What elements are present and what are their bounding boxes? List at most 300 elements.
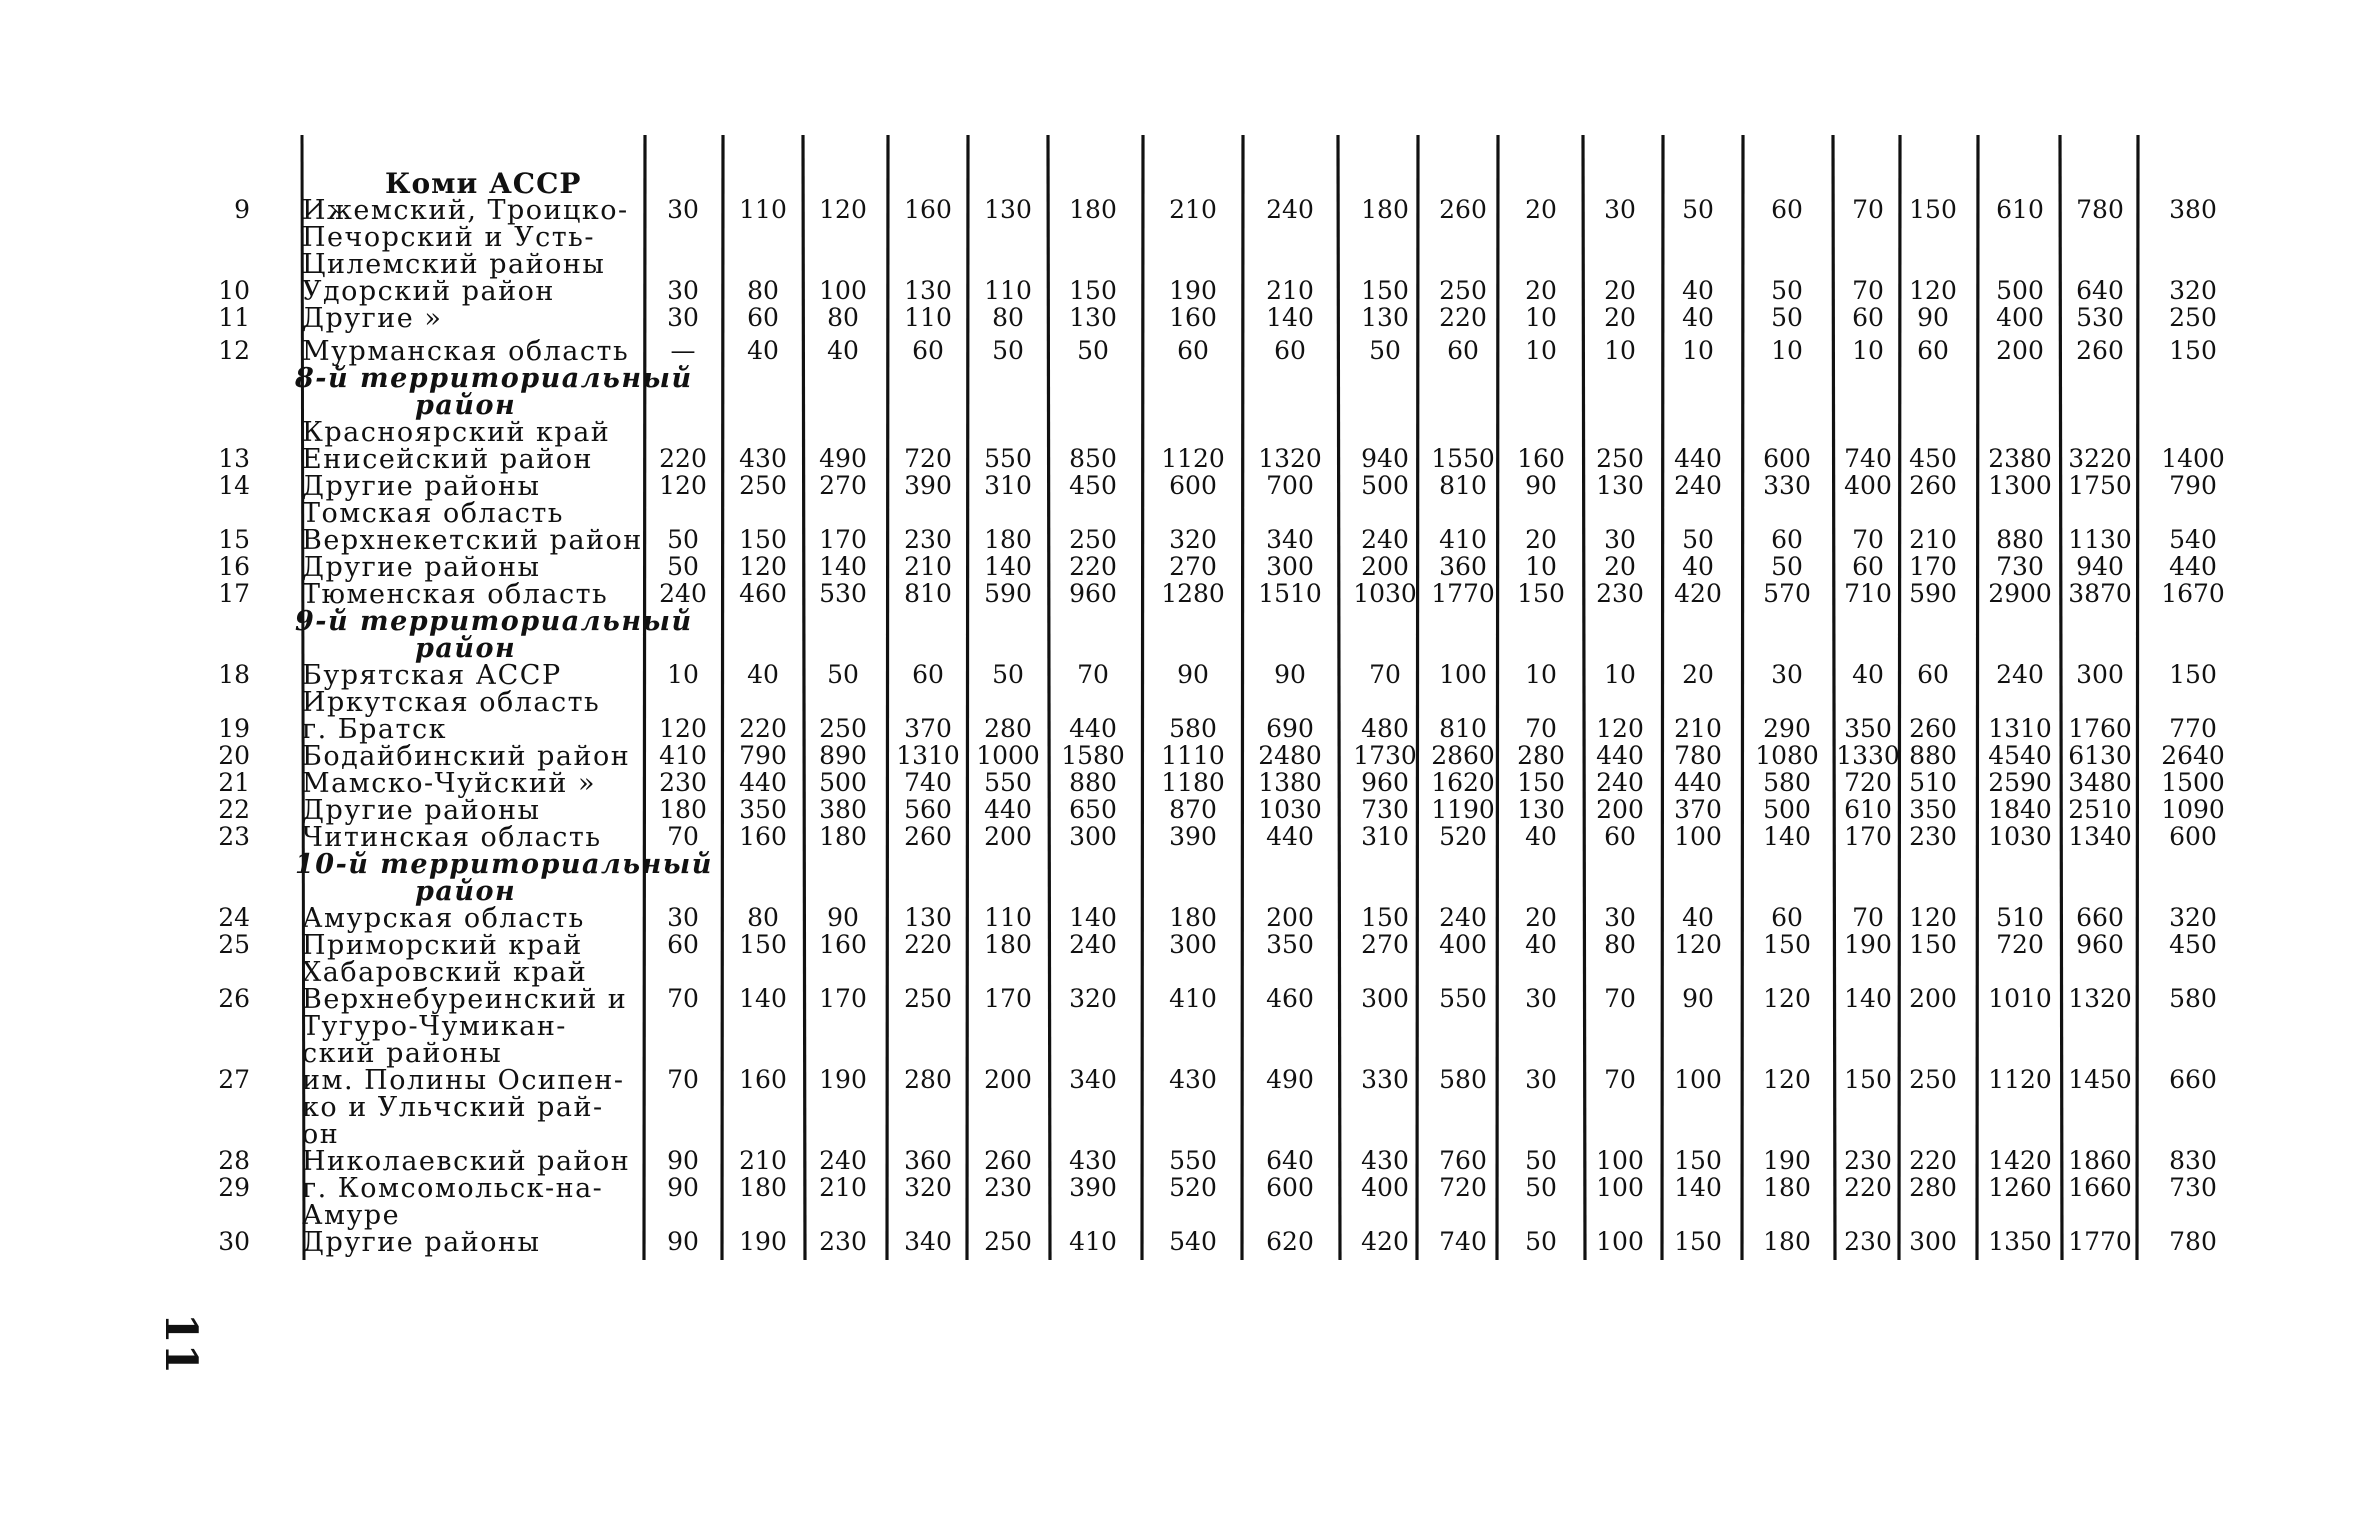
row-label: ский районы bbox=[302, 1038, 503, 1069]
table-cell: 240 bbox=[1069, 930, 1117, 959]
row-label: ко и Ульчский рай- bbox=[302, 1092, 604, 1123]
table-cell: 420 bbox=[1361, 1227, 1409, 1256]
table-cell: 620 bbox=[1266, 1227, 1314, 1256]
table-cell: 550 bbox=[1169, 1146, 1217, 1175]
table-cell: 60 bbox=[667, 930, 699, 959]
table-cell: 380 bbox=[2169, 195, 2217, 224]
table-cell: 1030 bbox=[1988, 822, 2052, 851]
table-cell: 270 bbox=[1169, 552, 1217, 581]
table-cell: 80 bbox=[747, 276, 779, 305]
table-cell: 410 bbox=[659, 741, 707, 770]
table-cell: 110 bbox=[984, 276, 1032, 305]
table-cell: 90 bbox=[1274, 660, 1306, 689]
table-cell: 90 bbox=[827, 903, 859, 932]
row-label: Другие районы bbox=[302, 795, 541, 826]
table-cell: 870 bbox=[1169, 795, 1217, 824]
column-rule bbox=[1142, 135, 1143, 1260]
table-cell: 390 bbox=[1169, 822, 1217, 851]
table-cell: 710 bbox=[1844, 579, 1892, 608]
table-cell: 280 bbox=[1909, 1173, 1957, 1202]
table-cell: 410 bbox=[1169, 984, 1217, 1013]
table-cell: 120 bbox=[1909, 276, 1957, 305]
table-cell: 240 bbox=[819, 1146, 867, 1175]
table-cell: 120 bbox=[1763, 984, 1811, 1013]
table-cell: 120 bbox=[659, 714, 707, 743]
table-cell: 590 bbox=[1909, 579, 1957, 608]
table-cell: 350 bbox=[1909, 795, 1957, 824]
table-cell: 50 bbox=[1682, 525, 1714, 554]
row-number: 30 bbox=[218, 1227, 250, 1256]
table-cell: 10 bbox=[1771, 336, 1803, 365]
table-cell: 1500 bbox=[2161, 768, 2225, 797]
table-cell: 1750 bbox=[2068, 471, 2132, 500]
table-cell: 1130 bbox=[2068, 525, 2132, 554]
table-cell: 10 bbox=[1525, 552, 1557, 581]
row-label: Мамско-Чуйский » bbox=[302, 768, 596, 799]
table-cell: 1840 bbox=[1988, 795, 2052, 824]
table-cell: 3220 bbox=[2068, 444, 2132, 473]
table-cell: 440 bbox=[1596, 741, 1644, 770]
table-cell: 280 bbox=[904, 1065, 952, 1094]
table-cell: 70 bbox=[1852, 903, 1884, 932]
table-cell: 110 bbox=[984, 903, 1032, 932]
table-cell: 160 bbox=[819, 930, 867, 959]
row-number: 25 bbox=[218, 930, 250, 959]
table-cell: 220 bbox=[1069, 552, 1117, 581]
table-cell: 580 bbox=[1763, 768, 1811, 797]
row-number: 12 bbox=[218, 336, 250, 365]
table-cell: 230 bbox=[1844, 1227, 1892, 1256]
table-cell: 180 bbox=[984, 930, 1032, 959]
row-label: Хабаровский край bbox=[302, 957, 588, 988]
table-cell: 180 bbox=[819, 822, 867, 851]
table-cell: 740 bbox=[1439, 1227, 1487, 1256]
table-cell: 140 bbox=[1844, 984, 1892, 1013]
table-cell: 640 bbox=[1266, 1146, 1314, 1175]
table-cell: 120 bbox=[1674, 930, 1722, 959]
section-heading: район bbox=[415, 633, 517, 664]
table-cell: 600 bbox=[1169, 471, 1217, 500]
table-cell: 260 bbox=[1439, 195, 1487, 224]
table-cell: 160 bbox=[1169, 303, 1217, 332]
table-cell: 140 bbox=[819, 552, 867, 581]
table-cell: 300 bbox=[1069, 822, 1117, 851]
table-cell: 1300 bbox=[1988, 471, 2052, 500]
table-cell: 40 bbox=[827, 336, 859, 365]
table-cell: 690 bbox=[1266, 714, 1314, 743]
table-cell: 300 bbox=[1266, 552, 1314, 581]
table-cell: 880 bbox=[1069, 768, 1117, 797]
table-cell: 780 bbox=[1674, 741, 1722, 770]
table-cell: 530 bbox=[2076, 303, 2124, 332]
row-label: Верхнекетский район bbox=[302, 525, 643, 556]
table-cell: 250 bbox=[904, 984, 952, 1013]
row-label: Другие районы bbox=[302, 552, 541, 583]
table-cell: 30 bbox=[1525, 1065, 1557, 1094]
table-cell: 500 bbox=[1361, 471, 1409, 500]
row-number: 21 bbox=[218, 768, 250, 797]
table-cell: 30 bbox=[1525, 984, 1557, 1013]
table-cell: 150 bbox=[1361, 903, 1409, 932]
table-cell: 1030 bbox=[1258, 795, 1322, 824]
table-cell: 830 bbox=[2169, 1146, 2217, 1175]
row-label: Ижемский, Троицко- bbox=[302, 195, 629, 226]
table-cell: 140 bbox=[1069, 903, 1117, 932]
table-cell: 1350 bbox=[1988, 1227, 2052, 1256]
table-cell: 130 bbox=[904, 276, 952, 305]
table-cell: 200 bbox=[1596, 795, 1644, 824]
table-cell: 1420 bbox=[1988, 1146, 2052, 1175]
table-cell: 300 bbox=[2076, 660, 2124, 689]
table-cell: 550 bbox=[984, 768, 1032, 797]
table-cell: 250 bbox=[1909, 1065, 1957, 1094]
table-cell: 230 bbox=[659, 768, 707, 797]
row-label: Удорский район bbox=[302, 276, 555, 307]
row-number: 27 bbox=[218, 1065, 250, 1094]
table-cell: 960 bbox=[2076, 930, 2124, 959]
table-cell: 320 bbox=[2169, 903, 2217, 932]
table-cell: 50 bbox=[1771, 552, 1803, 581]
table-cell: 740 bbox=[904, 768, 952, 797]
table-cell: 150 bbox=[1763, 930, 1811, 959]
table-cell: 10 bbox=[1525, 660, 1557, 689]
table-cell: 200 bbox=[1266, 903, 1314, 932]
table-cell: 220 bbox=[1844, 1173, 1892, 1202]
table-cell: 50 bbox=[1077, 336, 1109, 365]
row-number: 22 bbox=[218, 795, 250, 824]
table-cell: 340 bbox=[1069, 1065, 1117, 1094]
table-cell: 160 bbox=[904, 195, 952, 224]
table-cell: 120 bbox=[1909, 903, 1957, 932]
row-label: г. Братск bbox=[302, 714, 447, 745]
table-cell: 180 bbox=[1069, 195, 1117, 224]
row-label: Другие районы bbox=[302, 471, 541, 502]
table-cell: 340 bbox=[1266, 525, 1314, 554]
table-cell: 80 bbox=[992, 303, 1024, 332]
table-cell: 350 bbox=[739, 795, 787, 824]
table-cell: 170 bbox=[1909, 552, 1957, 581]
table-cell: 210 bbox=[1909, 525, 1957, 554]
table-cell: 270 bbox=[819, 471, 867, 500]
table-cell: 940 bbox=[1361, 444, 1409, 473]
table-cell: 120 bbox=[819, 195, 867, 224]
row-label: Амуре bbox=[302, 1200, 401, 1231]
row-label: Тюменская область bbox=[302, 579, 609, 610]
table-cell: 460 bbox=[1266, 984, 1314, 1013]
table-cell: 490 bbox=[1266, 1065, 1314, 1094]
table-cell: 90 bbox=[1525, 471, 1557, 500]
table-cell: 240 bbox=[1996, 660, 2044, 689]
row-number: 17 bbox=[218, 579, 250, 608]
table-cell: 280 bbox=[984, 714, 1032, 743]
table-cell: 760 bbox=[1439, 1146, 1487, 1175]
table-cell: 60 bbox=[1852, 552, 1884, 581]
table-cell: 150 bbox=[1517, 579, 1565, 608]
table-cell: 810 bbox=[1439, 471, 1487, 500]
table-cell: 20 bbox=[1525, 903, 1557, 932]
row-label: Бурятская АССР bbox=[302, 660, 562, 691]
table-cell: 510 bbox=[1996, 903, 2044, 932]
column-rule bbox=[1338, 135, 1340, 1260]
table-cell: 330 bbox=[1763, 471, 1811, 500]
table-cell: 880 bbox=[1996, 525, 2044, 554]
table-cell: 490 bbox=[819, 444, 867, 473]
row-label: им. Полины Осипен- bbox=[302, 1065, 625, 1096]
table-cell: 940 bbox=[2076, 552, 2124, 581]
row-number: 15 bbox=[218, 525, 250, 554]
row-label: Николаевский район bbox=[302, 1146, 631, 1177]
table-cell: 150 bbox=[1069, 276, 1117, 305]
table-cell: 180 bbox=[984, 525, 1032, 554]
row-number: 18 bbox=[218, 660, 250, 689]
table-cell: 170 bbox=[984, 984, 1032, 1013]
table-cell: 210 bbox=[1169, 195, 1217, 224]
table-cell: 260 bbox=[2076, 336, 2124, 365]
table-cell: 180 bbox=[659, 795, 707, 824]
table-cell: 170 bbox=[1844, 822, 1892, 851]
row-number: 28 bbox=[218, 1146, 250, 1175]
table-cell: 1120 bbox=[1988, 1065, 2052, 1094]
table-cell: 170 bbox=[819, 525, 867, 554]
row-number: 9 bbox=[234, 195, 250, 224]
section-heading: 10-й территориальный bbox=[295, 849, 713, 880]
table-cell: 1090 bbox=[2161, 795, 2225, 824]
table-cell: 60 bbox=[1771, 903, 1803, 932]
table-cell: 360 bbox=[904, 1146, 952, 1175]
table-cell: 100 bbox=[1439, 660, 1487, 689]
table-cell: 120 bbox=[1596, 714, 1644, 743]
table-cell: 170 bbox=[819, 984, 867, 1013]
table-cell: 560 bbox=[904, 795, 952, 824]
row-label: Енисейский район bbox=[302, 444, 593, 475]
table-cell: 810 bbox=[904, 579, 952, 608]
table-cell: 30 bbox=[667, 276, 699, 305]
table-cell: 150 bbox=[1909, 195, 1957, 224]
table-cell: 770 bbox=[2169, 714, 2217, 743]
table-cell: 2380 bbox=[1988, 444, 2052, 473]
table-cell: 80 bbox=[1604, 930, 1636, 959]
table-cell: 400 bbox=[1996, 303, 2044, 332]
table-cell: 60 bbox=[912, 660, 944, 689]
table-cell: 540 bbox=[2169, 525, 2217, 554]
table-cell: 1770 bbox=[1431, 579, 1495, 608]
table-cell: 440 bbox=[2169, 552, 2217, 581]
table-cell: 230 bbox=[904, 525, 952, 554]
table-cell: 40 bbox=[747, 336, 779, 365]
row-label: Приморский край bbox=[302, 930, 583, 961]
table-cell: 1310 bbox=[1988, 714, 2052, 743]
row-label: Красноярский край bbox=[302, 417, 611, 448]
table-cell: 360 bbox=[1439, 552, 1487, 581]
table-cell: 250 bbox=[984, 1227, 1032, 1256]
table-cell: 210 bbox=[904, 552, 952, 581]
table-cell: 500 bbox=[1763, 795, 1811, 824]
table-cell: 180 bbox=[1763, 1173, 1811, 1202]
table-cell: 2510 bbox=[2068, 795, 2132, 824]
row-label: г. Комсомольск-на- bbox=[302, 1173, 604, 1204]
table-cell: 1620 bbox=[1431, 768, 1495, 797]
table-cell: 190 bbox=[1169, 276, 1217, 305]
row-number: 11 bbox=[218, 303, 250, 332]
table-cell: 350 bbox=[1266, 930, 1314, 959]
table-cell: 420 bbox=[1674, 579, 1722, 608]
table-cell: 50 bbox=[667, 525, 699, 554]
table-cell: 150 bbox=[739, 525, 787, 554]
column-rule bbox=[1048, 135, 1050, 1260]
section-heading: 8-й территориальный bbox=[295, 363, 693, 394]
table-cell: 70 bbox=[1369, 660, 1401, 689]
table-cell: 570 bbox=[1763, 579, 1811, 608]
table-cell: 730 bbox=[2169, 1173, 2217, 1202]
table-cell: 1320 bbox=[1258, 444, 1322, 473]
table-cell: 70 bbox=[1852, 195, 1884, 224]
table-cell: 720 bbox=[904, 444, 952, 473]
table-cell: 320 bbox=[1069, 984, 1117, 1013]
table-cell: 350 bbox=[1844, 714, 1892, 743]
table-cell: 60 bbox=[1771, 525, 1803, 554]
table-cell: 780 bbox=[2169, 1227, 2217, 1256]
table-cell: 140 bbox=[984, 552, 1032, 581]
table-cell: 200 bbox=[1996, 336, 2044, 365]
table-cell: 700 bbox=[1266, 471, 1314, 500]
table-cell: 230 bbox=[1844, 1146, 1892, 1175]
table-cell: 130 bbox=[1596, 471, 1644, 500]
table-cell: 300 bbox=[1169, 930, 1217, 959]
table-cell: 480 bbox=[1361, 714, 1409, 743]
table-cell: 1330 bbox=[1836, 741, 1900, 770]
table-cell: 210 bbox=[739, 1146, 787, 1175]
table-cell: 140 bbox=[1266, 303, 1314, 332]
row-label: Верхнебуреинский и bbox=[302, 984, 628, 1015]
table-cell: 790 bbox=[739, 741, 787, 770]
row-label: Мурманская область bbox=[302, 336, 630, 367]
table-cell: 160 bbox=[1517, 444, 1565, 473]
table-cell: 240 bbox=[1361, 525, 1409, 554]
table-cell: 20 bbox=[1604, 276, 1636, 305]
table-cell: 40 bbox=[1852, 660, 1884, 689]
table-cell: 310 bbox=[1361, 822, 1409, 851]
table-cell: 520 bbox=[1439, 822, 1487, 851]
table-cell: 3480 bbox=[2068, 768, 2132, 797]
table-cell: 300 bbox=[1361, 984, 1409, 1013]
table-cell: 30 bbox=[667, 195, 699, 224]
table-cell: 150 bbox=[1844, 1065, 1892, 1094]
table-cell: 150 bbox=[1674, 1227, 1722, 1256]
table-cell: 1510 bbox=[1258, 579, 1322, 608]
table-cell: 180 bbox=[739, 1173, 787, 1202]
table-cell: 440 bbox=[1069, 714, 1117, 743]
table-cell: 130 bbox=[1069, 303, 1117, 332]
table-cell: 260 bbox=[1909, 714, 1957, 743]
table-cell: 260 bbox=[984, 1146, 1032, 1175]
table-cell: 130 bbox=[984, 195, 1032, 224]
table-cell: 250 bbox=[1596, 444, 1644, 473]
table-cell: 880 bbox=[1909, 741, 1957, 770]
table-cell: 430 bbox=[1361, 1146, 1409, 1175]
table-cell: 1860 bbox=[2068, 1146, 2132, 1175]
table-cell: 150 bbox=[2169, 660, 2217, 689]
table-cell: 500 bbox=[819, 768, 867, 797]
table-cell: 130 bbox=[1517, 795, 1565, 824]
page-number: 11 bbox=[155, 1312, 207, 1375]
table-cell: 60 bbox=[1177, 336, 1209, 365]
table-cell: 200 bbox=[984, 1065, 1032, 1094]
table-cell: 150 bbox=[1674, 1146, 1722, 1175]
table-cell: 780 bbox=[2076, 195, 2124, 224]
table-cell: 100 bbox=[1674, 1065, 1722, 1094]
table-cell: 600 bbox=[2169, 822, 2217, 851]
table-cell: 220 bbox=[1439, 303, 1487, 332]
table-cell: 430 bbox=[1169, 1065, 1217, 1094]
table-cell: 1670 bbox=[2161, 579, 2225, 608]
table-cell: 1190 bbox=[1431, 795, 1495, 824]
table-cell: 230 bbox=[819, 1227, 867, 1256]
row-label: Читинская область bbox=[302, 822, 602, 853]
table-cell: 510 bbox=[1909, 768, 1957, 797]
table-cell: 660 bbox=[2169, 1065, 2217, 1094]
table-cell: 240 bbox=[1596, 768, 1644, 797]
table-cell: 60 bbox=[1852, 303, 1884, 332]
table-cell: 400 bbox=[1361, 1173, 1409, 1202]
table-cell: 190 bbox=[1844, 930, 1892, 959]
table-cell: 2640 bbox=[2161, 741, 2225, 770]
table-cell: 10 bbox=[1682, 336, 1714, 365]
table-cell: 230 bbox=[1596, 579, 1644, 608]
table-cell: 850 bbox=[1069, 444, 1117, 473]
row-number: 29 bbox=[218, 1173, 250, 1202]
table-cell: 40 bbox=[1682, 903, 1714, 932]
table-cell: 790 bbox=[2169, 471, 2217, 500]
table-cell: 50 bbox=[1369, 336, 1401, 365]
table-cell: 50 bbox=[667, 552, 699, 581]
table-cell: 610 bbox=[1996, 195, 2044, 224]
table-cell: 2860 bbox=[1431, 741, 1495, 770]
table-cell: 300 bbox=[1909, 1227, 1957, 1256]
table-cell: 250 bbox=[2169, 303, 2217, 332]
table-cell: 260 bbox=[904, 822, 952, 851]
table-cell: 60 bbox=[1771, 195, 1803, 224]
table-cell: 1400 bbox=[2161, 444, 2225, 473]
table-cell: 70 bbox=[1604, 984, 1636, 1013]
table-cell: 250 bbox=[1069, 525, 1117, 554]
table-cell: 140 bbox=[1674, 1173, 1722, 1202]
table-cell: 960 bbox=[1069, 579, 1117, 608]
row-number: 24 bbox=[218, 903, 250, 932]
table-cell: — bbox=[670, 336, 696, 365]
table-cell: 440 bbox=[1266, 822, 1314, 851]
section-heading: район bbox=[415, 390, 517, 421]
table-cell: 450 bbox=[2169, 930, 2217, 959]
table-cell: 40 bbox=[747, 660, 779, 689]
table-cell: 1340 bbox=[2068, 822, 2132, 851]
table-cell: 1010 bbox=[1988, 984, 2052, 1013]
row-label: Другие районы bbox=[302, 1227, 541, 1258]
table-cell: 90 bbox=[1177, 660, 1209, 689]
table-cell: 90 bbox=[1682, 984, 1714, 1013]
table-cell: 610 bbox=[1844, 795, 1892, 824]
table-cell: 10 bbox=[1852, 336, 1884, 365]
table-cell: 70 bbox=[1525, 714, 1557, 743]
table-cell: 110 bbox=[739, 195, 787, 224]
table-cell: 160 bbox=[739, 1065, 787, 1094]
table-cell: 720 bbox=[1439, 1173, 1487, 1202]
section-heading: район bbox=[415, 876, 517, 907]
table-cell: 30 bbox=[1604, 195, 1636, 224]
table-cell: 230 bbox=[984, 1173, 1032, 1202]
table-cell: 260 bbox=[1909, 471, 1957, 500]
table-cell: 90 bbox=[667, 1146, 699, 1175]
table-cell: 330 bbox=[1361, 1065, 1409, 1094]
